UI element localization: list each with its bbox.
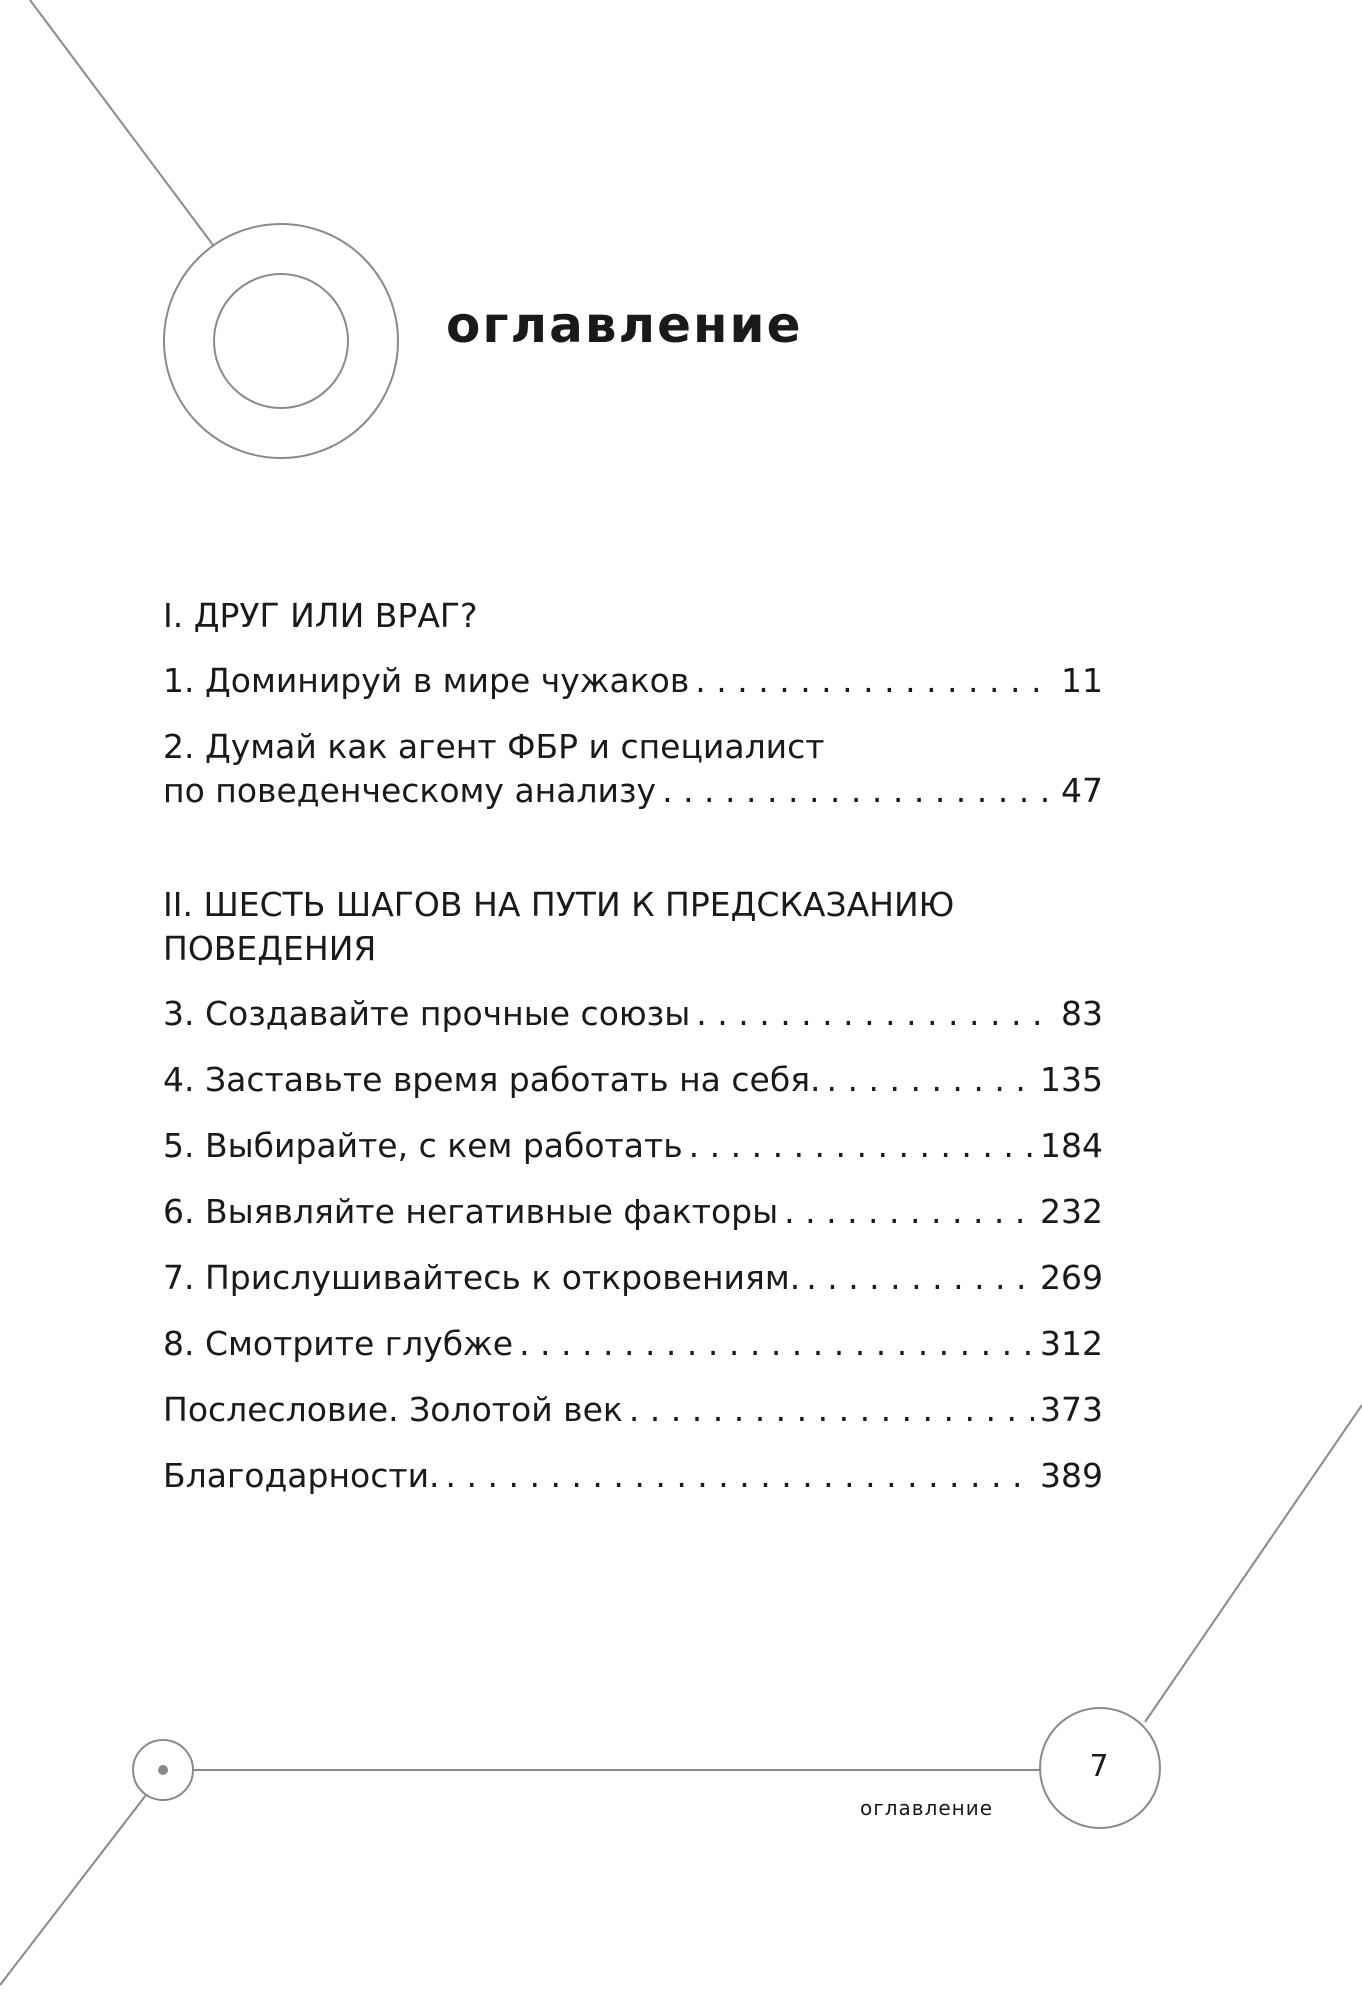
toc-entry-page: 11: [1061, 661, 1103, 700]
toc-entry-acknowledgements: [163, 1454, 1103, 1498]
page-number: 7: [1089, 1749, 1109, 1784]
toc-entry-label-line1: 2. Думай как агент ФБР и специалист: [163, 727, 825, 766]
toc-entry-page: 184: [1040, 1126, 1103, 1165]
footer-left-dot: [158, 1765, 168, 1775]
dot-leader: [806, 1256, 1034, 1300]
running-head: оглавление: [860, 1796, 994, 1820]
toc-entry-2: [163, 725, 1103, 813]
toc-entry-label: Послесловие. Золотой век: [163, 1390, 623, 1429]
toc-entry-4: [163, 1058, 1103, 1102]
toc-entry-page: 47: [1061, 771, 1103, 810]
outer-ring: [164, 224, 398, 458]
dot-leader: [695, 659, 1055, 703]
toc-entry-label: 3. Создавайте прочные союзы: [163, 994, 691, 1033]
toc-entry-page: 232: [1040, 1192, 1103, 1231]
toc-entry-label: 4. Заставьте время работать на себя.: [163, 1060, 821, 1099]
toc-entry-1: [163, 659, 1103, 703]
dot-leader: [696, 992, 1055, 1036]
toc-entry-page: 83: [1061, 994, 1103, 1033]
toc-entry-label: 5. Выбирайте, с кем работать: [163, 1126, 683, 1165]
bottom-left-diagonal-line: [0, 1795, 146, 1985]
toc-entry-page: 135: [1040, 1060, 1103, 1099]
dot-leader: [446, 1454, 1034, 1498]
page-title: оглавление: [446, 296, 803, 354]
toc-entry-7: [163, 1256, 1103, 1300]
toc-entry-afterword: [163, 1388, 1103, 1432]
toc-entry-label: 1. Доминируй в мире чужаков: [163, 661, 690, 700]
dot-leader: [689, 1124, 1034, 1168]
top-diagonal-line: [30, 0, 213, 245]
dot-leader: [827, 1058, 1034, 1102]
section-heading-2: II. ШЕСТЬ ШАГОВ НА ПУТИ К ПРЕДСКАЗАНИЮ ПОВЕДЕНИЯ: [163, 885, 955, 968]
toc-entry-label: 7. Прислушивайтесь к откровениям.: [163, 1258, 801, 1297]
section-heading-1: I. ДРУГ ИЛИ ВРАГ?: [163, 596, 478, 635]
toc-entry-label: Благодарности.: [163, 1456, 440, 1495]
inner-ring: [214, 274, 348, 408]
toc-entry-label: по поведенческому анализу: [163, 771, 657, 810]
toc-entry-page: 269: [1040, 1258, 1103, 1297]
toc-entry-page: 389: [1040, 1456, 1103, 1495]
toc-entry-8: [163, 1322, 1103, 1366]
dot-leader: [784, 1190, 1034, 1234]
toc-entry-label: 6. Выявляйте негативные факторы: [163, 1192, 779, 1231]
toc-entry-page: 312: [1040, 1324, 1103, 1363]
toc-entry-5: [163, 1124, 1103, 1168]
toc-entry-6: [163, 1190, 1103, 1234]
toc-entry-3: [163, 992, 1103, 1036]
toc-entry-page: 373: [1040, 1390, 1103, 1429]
table-of-contents: [163, 594, 1103, 1498]
toc-entry-label: 8. Смотрите глубже: [163, 1324, 514, 1363]
bottom-right-diagonal-line: [1145, 1405, 1362, 1722]
dot-leader: [629, 1388, 1034, 1432]
dot-leader: [519, 1322, 1034, 1366]
dot-leader: [662, 769, 1055, 813]
